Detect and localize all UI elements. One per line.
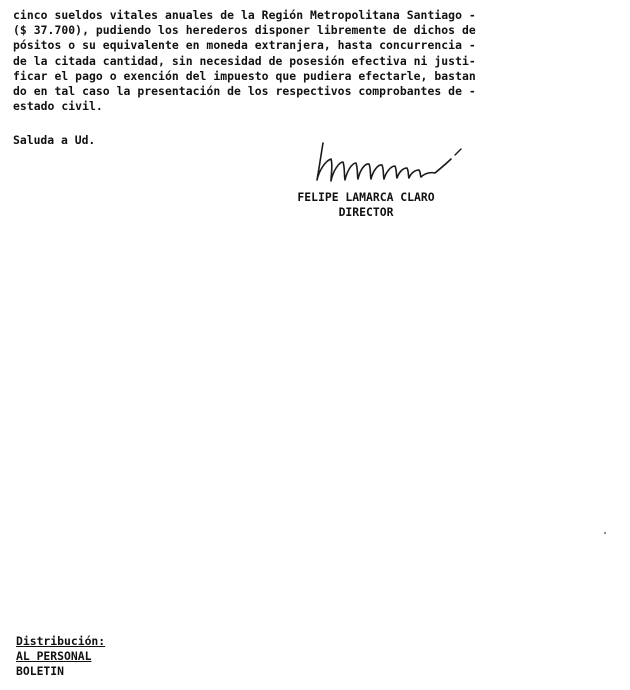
distribution-item: AL PERSONAL <box>16 649 92 663</box>
letter-body <box>13 8 619 114</box>
distribution-heading: Distribución: <box>16 634 106 648</box>
body-line: cinco sueldos vitales anuales de la Región Metropolitana Santiago - <box>13 8 476 22</box>
body-line: pósitos o su equivalente en moneda extranjera, hasta concurrencia - <box>13 38 476 53</box>
scan-speck <box>604 532 606 534</box>
signer-title: DIRECTOR <box>338 205 394 219</box>
handwritten-signature <box>305 135 480 195</box>
closing-greeting: Saluda a Ud. <box>13 133 96 147</box>
distribution-list <box>16 634 105 679</box>
signer-name: FELIPE LAMARCA CLARO <box>297 190 435 204</box>
body-line: ($ 37.700), pudiendo los herederos disponer libremente de dichos de <box>13 23 476 38</box>
body-line: do en tal caso la presentación de los respectivos comprobantes de - <box>13 84 476 99</box>
body-line: estado civil. <box>13 99 103 114</box>
body-line: de la citada cantidad, sin necesidad de posesión efectiva ni justi- <box>13 53 476 68</box>
body-line: ficar el pago o exención del impuesto que pudiera efectarle, bastan <box>13 68 476 83</box>
distribution-item: BOLETIN <box>16 664 65 678</box>
